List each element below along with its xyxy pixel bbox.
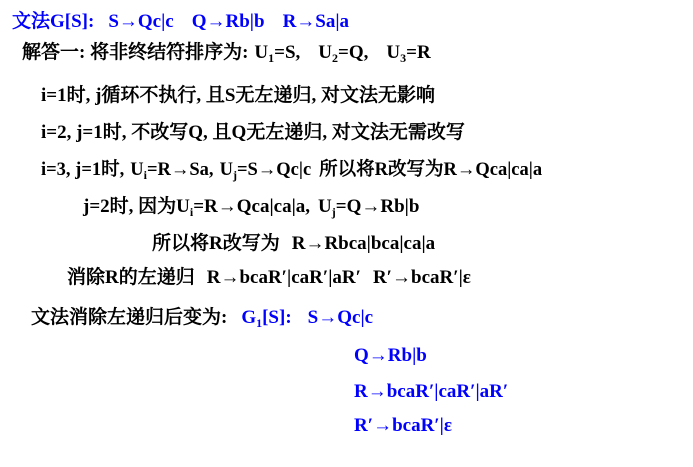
eliminate-left-recursion (67, 266, 471, 290)
production-s: S→Qc|c (108, 11, 174, 32)
step-j2-prefix: j=2时, 因为$U_i=R\to Qca|ca|a$, (83, 196, 311, 219)
result-production-s: S→Qc|c (307, 307, 374, 328)
ordering-text: 解答一: 将非终结符排序为: (22, 42, 249, 63)
ui-expression: $U_i=R\to Sa$, (130, 160, 214, 182)
result-production-rprime: R′→bcaR′|ε (354, 415, 452, 436)
result-label: 文法消除左递归后变为: (31, 307, 228, 328)
eliminate-production-r: R→bcaR′|caR′|aR′ (206, 267, 361, 288)
u2-symbol: $U_2=Q$, (318, 42, 369, 65)
result-production-q: Q→Rb|b (354, 345, 427, 366)
step-rewrite (152, 232, 435, 256)
step-i3-j1 (41, 158, 542, 182)
step-j2 (83, 195, 419, 219)
step-i3-prefix: i=3, j=1时, (41, 160, 125, 180)
step-i1 (41, 84, 435, 108)
step-i1-text: i=1时, j循环不执行, 且S无左递归, 对文法无影响 (41, 85, 436, 106)
step-i3-rewrite: 所以将R改写为R→Qca|ca|a (319, 160, 543, 180)
rewrite-label: 所以将R改写为 (152, 233, 280, 254)
grammar-heading (12, 10, 349, 34)
u1-symbol: $U_1=S$, (254, 42, 301, 65)
uj-expression: $U_j=S\to Qc|c$ (219, 160, 312, 182)
result-grammar (31, 306, 373, 330)
uj-q-expression: $U_j=Q\to Rb|b$ (318, 196, 420, 219)
production-r: R→Sa|a (282, 11, 350, 32)
answer-ordering (22, 41, 431, 65)
step-i2 (41, 121, 465, 145)
rewrite-production: R→Rbca|bca|ca|a (291, 233, 436, 254)
production-q: Q→Rb|b (191, 11, 265, 32)
result-grammar-name: $G_1[S]$: (241, 307, 292, 330)
step-i2-text: i=2, j=1时, 不改写Q, 且Q无左递归, 对文法无需改写 (41, 122, 465, 143)
u3-symbol: $U_3=R$ (386, 42, 431, 65)
eliminate-production-rprime: R′→bcaR′|ε (372, 267, 471, 288)
result-production-r: R→bcaR′|caR′|aR′ (354, 381, 509, 402)
grammar-label: 文法G[S]: (12, 11, 95, 32)
eliminate-label: 消除R的左递归 (67, 267, 195, 288)
